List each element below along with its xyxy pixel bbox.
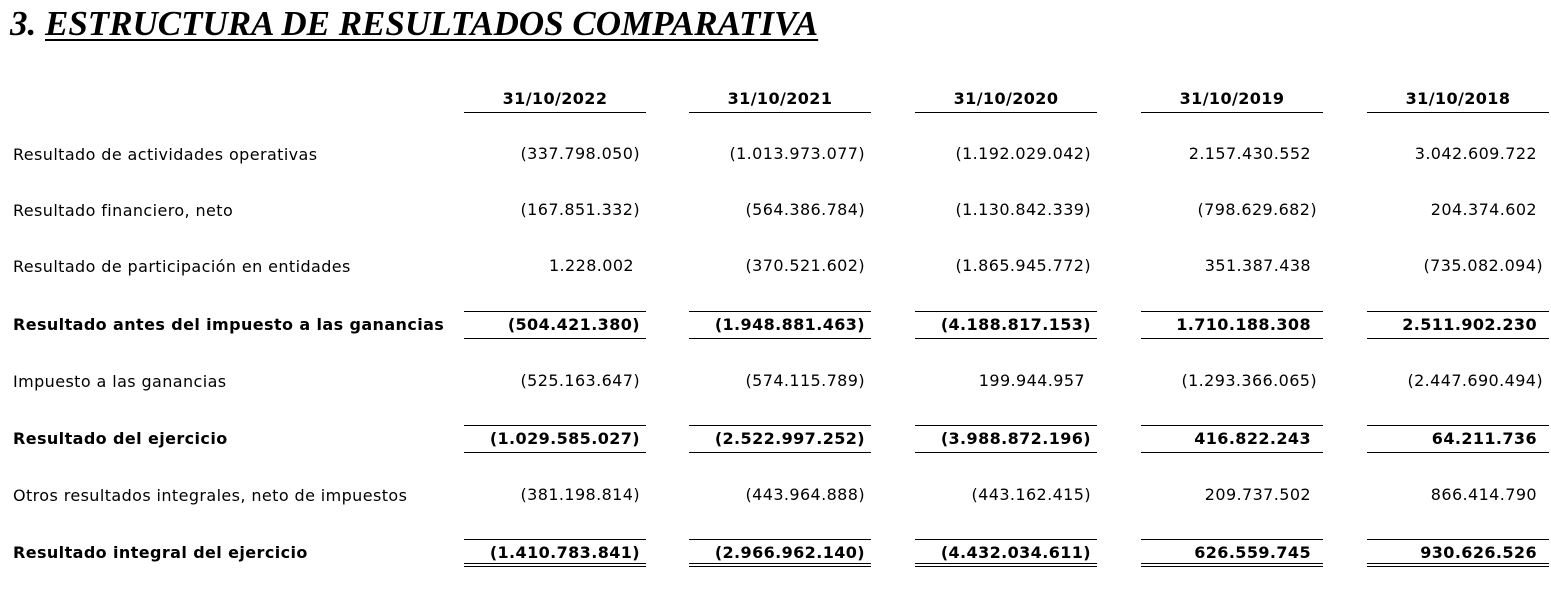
- section-number: 3.: [10, 4, 37, 43]
- row-label-4: Resultado antes del impuesto a las ganancias: [13, 315, 445, 334]
- value-cell: 2.157.430.552: [1188, 144, 1311, 163]
- value-cell: 204.374.602: [1430, 200, 1537, 219]
- value-cell: (525.163.647): [520, 371, 640, 390]
- column-header-4: 31/10/2019: [1141, 88, 1323, 113]
- value-cell: (2.522.997.252): [689, 425, 871, 453]
- value-cell: (381.198.814): [520, 485, 640, 504]
- value-cell: (2.447.690.494): [1407, 371, 1543, 390]
- value-cell: 1.228.002: [548, 256, 634, 275]
- value-cell: (443.162.415): [971, 485, 1091, 504]
- column-header-2: 31/10/2021: [689, 88, 871, 113]
- value-cell: (1.013.973.077): [729, 144, 865, 163]
- value-cell: (1.865.945.772): [955, 256, 1091, 275]
- value-cell: (1.130.842.339): [955, 200, 1091, 219]
- value-cell: (504.421.380): [464, 311, 646, 339]
- value-cell: (798.629.682): [1197, 200, 1317, 219]
- value-cell: (564.386.784): [745, 200, 865, 219]
- value-cell: (167.851.332): [520, 200, 640, 219]
- value-cell: (4.188.817.153): [915, 311, 1097, 339]
- value-cell: 626.559.745: [1141, 539, 1323, 567]
- row-label-2: Resultado financiero, neto: [13, 201, 234, 220]
- value-cell: (337.798.050): [520, 144, 640, 163]
- value-cell: (1.948.881.463): [689, 311, 871, 339]
- value-cell: (4.432.034.611): [915, 539, 1097, 567]
- value-cell: 209.737.502: [1204, 485, 1311, 504]
- value-cell: 351.387.438: [1204, 256, 1311, 275]
- value-cell: 3.042.609.722: [1414, 144, 1537, 163]
- value-cell: 1.710.188.308: [1141, 311, 1323, 339]
- value-cell: (574.115.789): [745, 371, 865, 390]
- value-cell: (1.029.585.027): [464, 425, 646, 453]
- value-cell: 930.626.526: [1367, 539, 1549, 567]
- value-cell: 64.211.736: [1367, 425, 1549, 453]
- row-label-3: Resultado de participación en entidades: [13, 257, 351, 276]
- column-header-3: 31/10/2020: [915, 88, 1097, 113]
- row-label-1: Resultado de actividades operativas: [13, 145, 318, 164]
- value-cell: (1.293.366.065): [1181, 371, 1317, 390]
- value-cell: (1.410.783.841): [464, 539, 646, 567]
- value-cell: 416.822.243: [1141, 425, 1323, 453]
- section-heading-text: ESTRUCTURA DE RESULTADOS COMPARATIVA: [45, 4, 819, 43]
- value-cell: (735.082.094): [1423, 256, 1543, 275]
- value-cell: (443.964.888): [745, 485, 865, 504]
- column-header-5: 31/10/2018: [1367, 88, 1549, 113]
- row-label-7: Otros resultados integrales, neto de impuestos: [13, 486, 408, 505]
- column-header-1: 31/10/2022: [464, 88, 646, 113]
- row-label-8: Resultado integral del ejercicio: [13, 543, 308, 562]
- value-cell: 866.414.790: [1430, 485, 1537, 504]
- value-cell: (1.192.029.042): [955, 144, 1091, 163]
- value-cell: (2.966.962.140): [689, 539, 871, 567]
- row-label-6: Resultado del ejercicio: [13, 429, 228, 448]
- value-cell: (3.988.872.196): [915, 425, 1097, 453]
- value-cell: (370.521.602): [745, 256, 865, 275]
- value-cell: 199.944.957: [978, 371, 1085, 390]
- row-label-5: Impuesto a las ganancias: [13, 372, 227, 391]
- value-cell: 2.511.902.230: [1367, 311, 1549, 339]
